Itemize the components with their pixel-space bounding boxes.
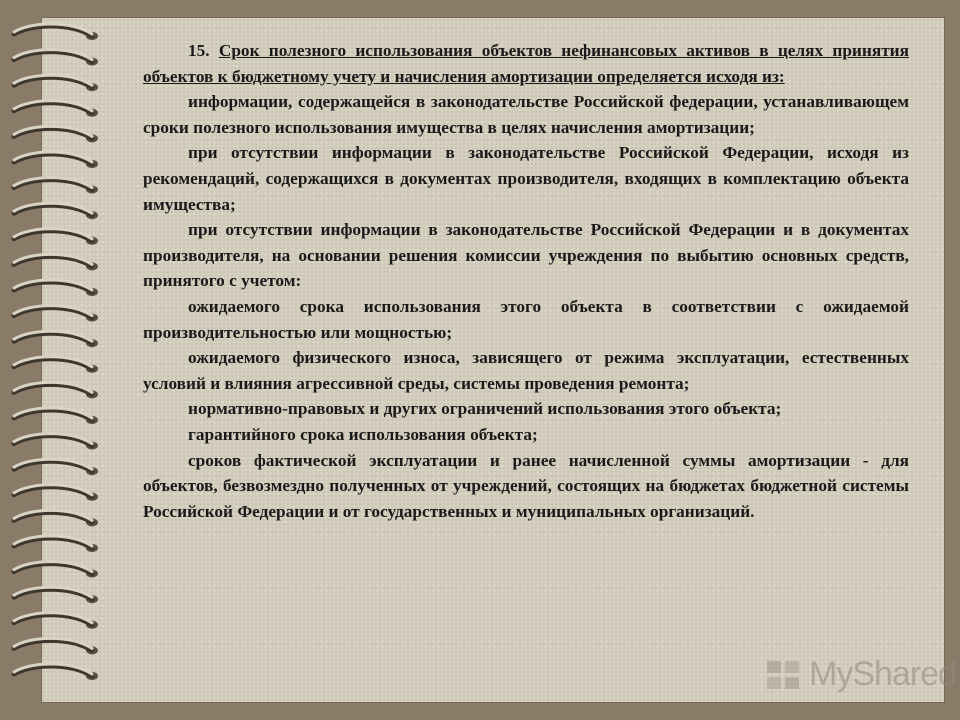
spiral-ring (14, 536, 98, 552)
spiral-ring (14, 664, 98, 680)
spiral-ring (14, 50, 98, 66)
spiral-ring (14, 613, 98, 629)
heading-title: Срок полезного использования объектов нефинансовых активов в целях принятия объектов к бюджетному учету и начисления амортизации определяется исходя из: (143, 41, 909, 86)
spiral-ring (14, 510, 98, 526)
paragraph-4: ожидаемого срока использования этого объекта в соответствии с ожидаемой производительностью или мощностью; (143, 296, 909, 342)
spiral-binding (0, 0, 110, 720)
paragraph-8: сроков фактической эксплуатации и ранее начисленной суммы амортизации - для объектов, безвозмездно полученных от учреждений, состоящих на бюджетах бюджетной системы Российской Федерации и от государственных и муниципальных организаций. (143, 450, 909, 521)
heading-number: 15. (188, 41, 219, 60)
watermark-logo (765, 655, 956, 694)
spiral-ring (14, 434, 98, 450)
spiral-ring (14, 408, 98, 424)
spiral-ring (14, 152, 98, 168)
spiral-ring (14, 382, 98, 398)
spiral-ring (14, 587, 98, 603)
watermark-text: MyShared (809, 655, 956, 693)
paragraph-5: ожидаемого физического износа, зависящего от режима эксплуатации, естественных условий и влияния агрессивной среды, системы проведения ремонта; (143, 348, 909, 393)
spiral-ring (14, 357, 98, 373)
spiral-ring (14, 459, 98, 475)
paragraph-1: информации, содержащейся в законодательстве Российской федерации, устанавливающем сроки полезного использования имущества в целях начисления амортизации; (143, 92, 909, 137)
spiral-ring (14, 280, 98, 296)
spiral-ring (14, 254, 98, 270)
spiral-ring (14, 203, 98, 219)
paragraph-2: при отсутствии информации в законодательстве Российской Федерации, исходя из рекомендаций, содержащихся в документах производителя, входящих в комплектацию объекта имущества; (143, 143, 909, 214)
spiral-ring (14, 178, 98, 194)
spiral-ring (14, 101, 98, 117)
spiral-ring (14, 638, 98, 654)
spiral-ring (14, 75, 98, 91)
spiral-ring (14, 229, 98, 245)
heading-paragraph (143, 38, 909, 89)
paragraph-3: при отсутствии информации в законодательстве Российской Федерации и в документах производителя, на основании решения комиссии учреждения по выбытию основных средств, принятого с учетом: (143, 220, 909, 291)
myshared-logo-icon (765, 657, 805, 693)
paragraph-7: гарантийного срока использования объекта; (188, 424, 538, 444)
spiral-ring (14, 485, 98, 501)
document-body (143, 38, 909, 524)
spiral-ring (14, 126, 98, 142)
spiral-ring (14, 306, 98, 322)
spiral-ring (14, 331, 98, 347)
spiral-ring (14, 562, 98, 578)
paragraph-6: нормативно-правовых и других ограничений использования этого объекта; (188, 399, 782, 419)
spiral-ring (14, 24, 98, 40)
